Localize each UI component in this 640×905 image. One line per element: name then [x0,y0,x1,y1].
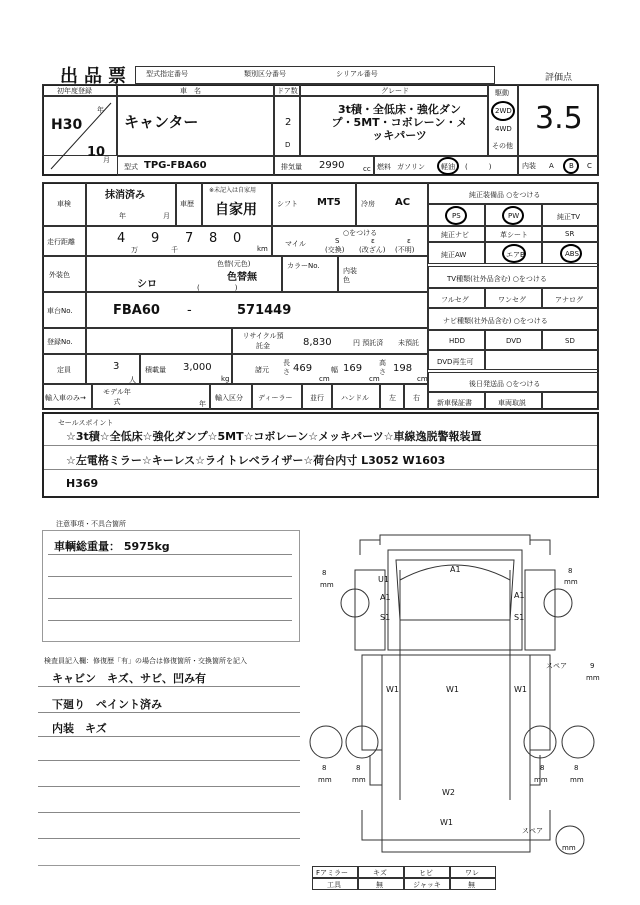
sekisai-unit: kg [221,375,230,383]
haba-value: 169 [343,363,363,374]
footer-v2-text: 無 [376,881,383,889]
katashiki-value: TPG-FBA60 [144,160,207,171]
inspector-rule-7 [38,838,300,839]
kudo-2wd-circle [491,101,515,121]
opt-pw-cell [485,204,542,226]
handle-cell [332,384,380,410]
color-no-cell [282,256,338,292]
opt-pw: PW [508,212,520,220]
naga-value: 469 [293,363,313,374]
dvd-play: DVD再生可 [437,358,474,366]
sekisai-value: 3,000 [183,362,212,373]
year-unit: 年 [97,106,104,114]
naisou-b: B [569,162,574,170]
shareki-label-cell [176,182,202,226]
navi-sd: SD [565,337,575,345]
footer-v3 [404,878,450,890]
diag-spare2-unit: mm [562,844,576,852]
shaken-value-cell [86,182,176,226]
haba-label: 幅 [331,366,338,374]
diag-mirror-right-unit: mm [564,578,578,586]
teiin-label-cell [42,354,86,384]
shift-label: シフト [277,200,298,208]
opt-navi-cell [428,226,485,242]
sales-rule-2 [44,469,597,470]
door-cell [274,96,300,156]
tv-one: ワンセグ [498,296,526,304]
mile-opt1: S [335,237,340,245]
diag-a1-top: A1 [450,565,461,574]
reibo-cell [356,182,428,226]
tv-full: フルセグ [441,296,469,304]
soko-digit-1: 4 [117,231,126,246]
inspector-rule-6 [38,812,300,813]
diag-s1-right: S1 [514,613,525,622]
yunyu-kubun: 輸入区分 [215,394,243,402]
footer-h1 [312,866,358,878]
footer-v1 [312,878,358,890]
page-title: 出品票 [60,66,132,87]
fuel-keiyu-circle [437,157,459,175]
navi-dvd-cell [485,330,542,350]
diag-s1-left: S1 [380,613,391,622]
diag-w1-center: W1 [446,685,459,694]
fuel-other: ( ) [465,163,492,171]
meisho-label: 車 名 [180,87,201,95]
daiban-value-1: FBA60 [113,303,160,318]
model-cell [92,384,210,410]
tv-label: TV種類(社外品含む) ○をつける [447,275,547,283]
naga-label: 長さ [283,359,290,376]
year-value: H30 [51,117,83,133]
notes-rule-4 [48,620,292,621]
gaisou-label-cell [42,256,86,292]
reibo-label: 冷房 [361,200,375,208]
teiin-value-cell [86,354,140,384]
shift-value: MT5 [317,197,341,208]
fuel-keiyu: 軽油 [441,163,455,171]
junsei-header [428,182,599,204]
fuel-gasoline: ガソリン [397,163,425,171]
shaken-value: 抹消済み [105,190,145,201]
shogen-cell [232,354,428,384]
handle-left: 左 [389,394,396,402]
kudo-2wd: 2WD [495,107,512,115]
mile-opt1b: (交換) [325,246,345,254]
mile-opt2b: (改ざん) [359,246,386,254]
shift-cell [272,182,356,226]
tv-header [428,266,599,288]
grade-cell [300,96,488,156]
teiin-unit: 人 [129,376,136,384]
diag-a1-left: A1 [380,593,391,602]
notes-line-1: 車輌総重量： 5975kg [54,540,170,553]
shoyo-header [42,84,117,96]
mile-opts-label: ○をつける [343,229,378,237]
dvd-cell [428,350,485,370]
inspector-box [38,664,300,866]
diag-mirror-left-val: 8 [322,569,327,577]
diag-mirror-right-val: 8 [568,567,573,575]
taka-label: 高さ [379,359,386,376]
diag-a1-right: A1 [514,591,525,600]
yunyu-label: 輸入車のみ→ [45,394,86,402]
atohatsu-empty-cell [542,392,599,410]
recycle-yen: 円 預託済 [353,339,384,347]
daiban-value-2: 571449 [237,303,292,318]
opt-ps-circle [445,206,467,225]
navi-sd-cell [542,330,599,350]
taka-unit: cm [417,375,428,383]
footer-h2 [358,866,404,878]
diag-wheel-l2-unit: mm [352,776,366,784]
soko-label-cell [42,226,86,256]
diag-spare-val: 9 [590,662,595,670]
atohatsu-label: 後日発送品 ○をつける [469,380,541,388]
daiban-value-cell [86,292,428,328]
left-cell [380,384,404,410]
soko-value-cell [86,226,272,256]
taka-value: 198 [393,363,413,374]
shaken-label: 車検 [57,200,71,208]
soko-digit-2: 9 [151,231,160,246]
sales-line-1: ☆3t積☆全低床☆強化ダンプ☆5MT☆コボレーン☆メッキパーツ☆車線逸脱警報装置 [66,430,482,443]
rui-label: 類別区分番号 [244,70,286,78]
score-value: 3.5 [535,101,583,136]
navi-hdd: HDD [449,337,466,345]
reibo-value: AC [395,197,411,208]
grade-header [300,84,488,96]
month-value: 10 [87,145,106,160]
opt-leather: 革シート [500,231,528,239]
inspector-rule-3 [38,736,300,737]
recycle-mi: 未預託 [398,339,419,347]
nenryo-label: 燃料 [377,163,391,171]
right-cell [404,384,428,410]
recycle-value: 8,830 [303,337,332,348]
handle-right: 右 [413,394,420,402]
atohatsu-hosho: 新車保証書 [437,399,472,407]
color-no-label: カラーNo. [287,262,320,270]
notes-rule-1 [48,554,292,555]
naisou-iro-label: 内装色 [343,267,357,284]
naisou-c: C [587,162,592,170]
mile-opt2: ε [371,237,375,245]
shaken-label-cell [42,182,86,226]
footer-h4-text: ワレ [465,869,479,877]
opt-airbag: エアB [506,251,525,259]
door-count: 2 [285,117,292,128]
naisou-b-circle [563,158,579,174]
nenryo-cell [374,156,518,176]
footer-v1-text: 工具 [327,881,341,889]
opt-sr: SR [565,230,575,238]
car-name: キャンター [124,113,199,131]
kudo-label: 駆動 [495,89,509,97]
opt-ps-cell [428,204,485,226]
diag-spare-label: スペア [546,662,567,670]
shareki-value: 自家用 [215,202,257,218]
footer-h3-text: ヒビ [419,869,433,877]
toroku-label: 登録No. [47,338,73,346]
handle: ハンドル [341,394,369,402]
tv-analog: アナログ [555,296,583,304]
haiki-unit: cc [363,165,371,173]
year-slash [43,97,116,171]
junsei-label: 純正装備品 ○をつける [469,191,541,199]
daiban-dash: - [187,303,192,318]
opt-abs-circle [560,244,582,263]
shareki-label: 車歴 [180,200,194,208]
diag-wheel-r1-unit: mm [534,776,548,784]
opt-sr-cell [542,226,599,242]
footer-h3 [404,866,450,878]
mile-cell [272,226,428,256]
recycle-label: リサイクル預託金 [242,332,284,350]
diag-wheel-l2-val: 8 [356,764,361,772]
footer-v4-text: 無 [468,881,475,889]
dealer-cell [252,384,302,410]
hyoka-label: 評価点 [545,73,573,83]
sekisai-cell [140,354,232,384]
year-cell [42,96,117,164]
soko-man: 万 [131,246,138,254]
atohatsu-torisetsu: 車両取説 [498,399,526,407]
kata-label: 型式指定番号 [146,70,188,78]
inspector-rule-1 [38,686,300,687]
meisho-header [117,84,274,96]
naisou-iro-cell [338,256,428,292]
model-label: モデル年式 [103,388,131,406]
naisou-grade-label: 内装 [522,162,536,170]
teiin-label: 定員 [57,366,71,374]
diag-u1: U1 [378,575,389,584]
tv-one-cell [485,288,542,308]
door-label: ドア数 [277,87,298,95]
notes-rule-2 [48,576,292,577]
sales-line-3: H369 [66,477,99,490]
soko-km: km [257,245,268,253]
naga-unit: cm [319,375,330,383]
score-cell [518,84,599,156]
kudo-4wd: 4WD [495,125,512,133]
diag-wheel-l1-unit: mm [318,776,332,784]
toroku-label-cell [42,328,86,354]
gaisou-value-cell [86,256,282,292]
haiki-value: 2990 [319,160,345,171]
footer-h1-text: Fアミラー [316,869,349,877]
naisou-cell [518,156,599,176]
inspector-rule-2 [38,712,300,713]
opt-tv-cell [542,204,599,226]
haiki-cell [274,156,374,176]
navi-header [428,308,599,330]
notes-label: 注意事項・不具合箇所 [56,520,126,528]
opt-airbag-cell [485,242,542,264]
diag-w2: W2 [442,788,455,797]
month-unit: 月 [103,156,110,164]
tv-full-cell [428,288,485,308]
daiban-label: 車台No. [47,307,73,315]
tv-analog-cell [542,288,599,308]
opt-leather-cell [485,226,542,242]
opt-aw: 純正AW [441,251,467,259]
yunyu-kubun-cell [210,384,252,410]
katashiki-label: 型式 [124,163,138,171]
atohatsu-hosho-cell [428,392,485,410]
notes-rule-3 [48,598,292,599]
inspector-item-3: 内装 キズ [52,722,107,735]
opt-airbag-circle [502,244,526,263]
opt-pw-circle [502,206,524,225]
mile-opt3: ε [407,237,411,245]
irogae-label: 色替(元色) [217,260,251,268]
heiko-cell [302,384,332,410]
diag-w1-right: W1 [514,685,527,694]
irogae-paren: ( ) [197,284,238,292]
atohatsu-header [428,372,599,392]
soko-sen: 千 [171,246,178,254]
shogen-label: 諸元 [255,366,269,374]
shoyo-label: 初年度登録 [57,87,92,95]
footer-v2 [358,878,404,890]
diag-wheel-l1-val: 8 [322,764,327,772]
sales-label: セールスポイント [58,419,114,427]
soko-label: 走行距離 [47,238,75,246]
shareki-value-cell [202,182,272,226]
serial-label: シリアル番号 [336,70,378,78]
soko-digit-3: 7 [185,231,194,246]
yunyu-label-cell [42,384,92,410]
diag-mirror-left-unit: mm [320,581,334,589]
model-year-unit: 年 [199,400,206,408]
opt-aw-cell [428,242,485,264]
katashiki-cell [117,156,274,176]
opt-abs-cell [542,242,599,264]
navi-hdd-cell [428,330,485,350]
header-strip [135,66,495,84]
teiin-value: 3 [113,361,120,372]
kudo-cell [488,84,518,156]
toroku-value-cell [86,328,232,354]
naisou-a: A [549,162,554,170]
door-unit: D [285,141,291,149]
opt-tv: 純正TV [557,213,581,221]
atohatsu-torisetsu-cell [485,392,542,410]
gaisou-label: 外装色 [49,271,70,279]
grade-text: 3t積・全低床・強化ダンプ・5MT・コボレーン・メッキパーツ [331,103,468,142]
opt-abs: ABS [565,250,579,258]
shareki-note: ※未記入は自家用 [209,187,257,194]
opt-ps: PS [452,212,461,220]
footer-v3-text: ジャッキ [413,881,441,889]
diag-wheel-r2-unit: mm [570,776,584,784]
diag-spare2-label: スペア [522,827,543,835]
heiko: 並行 [310,394,324,402]
haiki-label: 排気量 [281,163,302,171]
soko-digit-4: 8 [209,231,218,246]
inspector-rule-5 [38,786,300,787]
footer-h2-text: キズ [373,869,387,877]
sales-rule-1 [44,445,597,446]
gaisou-value: シロ [137,279,157,290]
diag-spare-unit: mm [586,674,600,682]
daiban-label-cell [42,292,86,328]
grade-label: グレード [381,87,409,95]
truck-diagram [300,520,620,870]
soko-digit-5: 0 [233,231,242,246]
mile-label: マイル [285,240,306,248]
diag-w1-bottom: W1 [440,818,453,827]
opt-navi: 純正ナビ [441,231,469,239]
inspector-rule-4 [38,760,300,761]
shaken-month-unit: 月 [163,212,170,220]
navi-dvd: DVD [506,337,522,345]
haba-unit: cm [369,375,380,383]
diag-w1-left: W1 [386,685,399,694]
kudo-other: その他 [492,142,513,150]
door-header [274,84,300,96]
recycle-cell [232,328,428,354]
footer-v4 [450,878,496,890]
dvd-empty-cell [485,350,599,370]
irogae-value: 色替無 [227,272,257,283]
inspector-item-1: キャビン キズ、サビ、凹み有 [52,672,206,685]
footer-h4 [450,866,496,878]
sekisai-label: 積載量 [145,366,166,374]
shaken-year-unit: 年 [119,212,126,220]
sales-line-2: ☆左電格ミラー☆キーレス☆ライトレベライザー☆荷台内寸 L3052 W1603 [66,454,446,467]
inspector-item-2: 下廻り ペイント済み [52,698,162,711]
diag-wheel-r1-val: 8 [540,764,545,772]
dealer: ディーラー [258,394,293,402]
car-name-cell [117,96,274,156]
inspector-label: 検査員記入欄：修復歴「有」の場合は修復箇所・交換箇所を記入 [44,657,247,665]
mile-opt3b: (不明) [395,246,415,254]
navi-label: ナビ種類(社外品含む) ○をつける [443,317,548,325]
diag-wheel-r2-val: 8 [574,764,579,772]
